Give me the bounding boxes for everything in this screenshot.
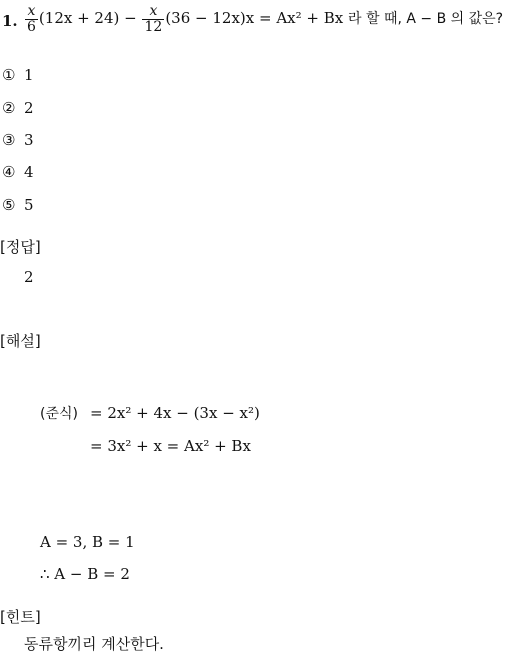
choice-5[interactable]	[2, 198, 34, 213]
choice-4[interactable]	[2, 165, 34, 180]
hint-label: [힌트]	[0, 608, 41, 626]
choice-marker: ④	[2, 163, 16, 181]
choice-1[interactable]	[2, 68, 34, 83]
choice-marker: ①	[2, 66, 16, 84]
hint-text: 동류항끼리 계산한다.	[24, 635, 164, 653]
solution-lhs-text: (준식)	[40, 406, 78, 422]
fraction-numerator: x	[25, 4, 38, 20]
choice-marker: ⑤	[2, 196, 16, 214]
fraction-denominator: 6	[27, 18, 36, 35]
choice-value: 4	[24, 163, 34, 181]
solution-label: [해설]	[0, 332, 41, 350]
choice-value: 5	[24, 196, 34, 214]
question-stem	[24, 4, 503, 34]
fraction-x-over-12	[142, 4, 164, 34]
solution-line1-lhs	[40, 406, 78, 421]
choice-value: 1	[24, 66, 34, 84]
solution-line2-rhs: = 3x² + x = Ax² + Bx	[90, 437, 251, 455]
fraction-x-over-6	[25, 4, 38, 34]
expression-part-2: (36 − 12x)x = Ax² + Bx	[165, 9, 344, 28]
expression-part-1: (12x + 24) −	[38, 9, 137, 28]
question-number: 1.	[2, 12, 18, 30]
solution-line3: A = 3, B = 1	[40, 533, 135, 551]
choice-marker: ③	[2, 131, 16, 149]
choice-value: 3	[24, 131, 34, 149]
choice-3[interactable]	[2, 133, 34, 148]
question-suffix: 라 할 때, A − B 의 값은?	[348, 11, 504, 28]
answer-value: 2	[24, 268, 34, 286]
answer-label: [정답]	[0, 238, 41, 256]
choice-value: 2	[24, 99, 34, 117]
choice-marker: ②	[2, 99, 16, 117]
fraction-denominator: 12	[144, 18, 163, 35]
choice-2[interactable]	[2, 101, 34, 116]
solution-line1-rhs: = 2x² + 4x − (3x − x²)	[90, 404, 260, 422]
solution-line4: ∴ A − B = 2	[40, 565, 130, 583]
fraction-numerator: x	[142, 4, 164, 20]
